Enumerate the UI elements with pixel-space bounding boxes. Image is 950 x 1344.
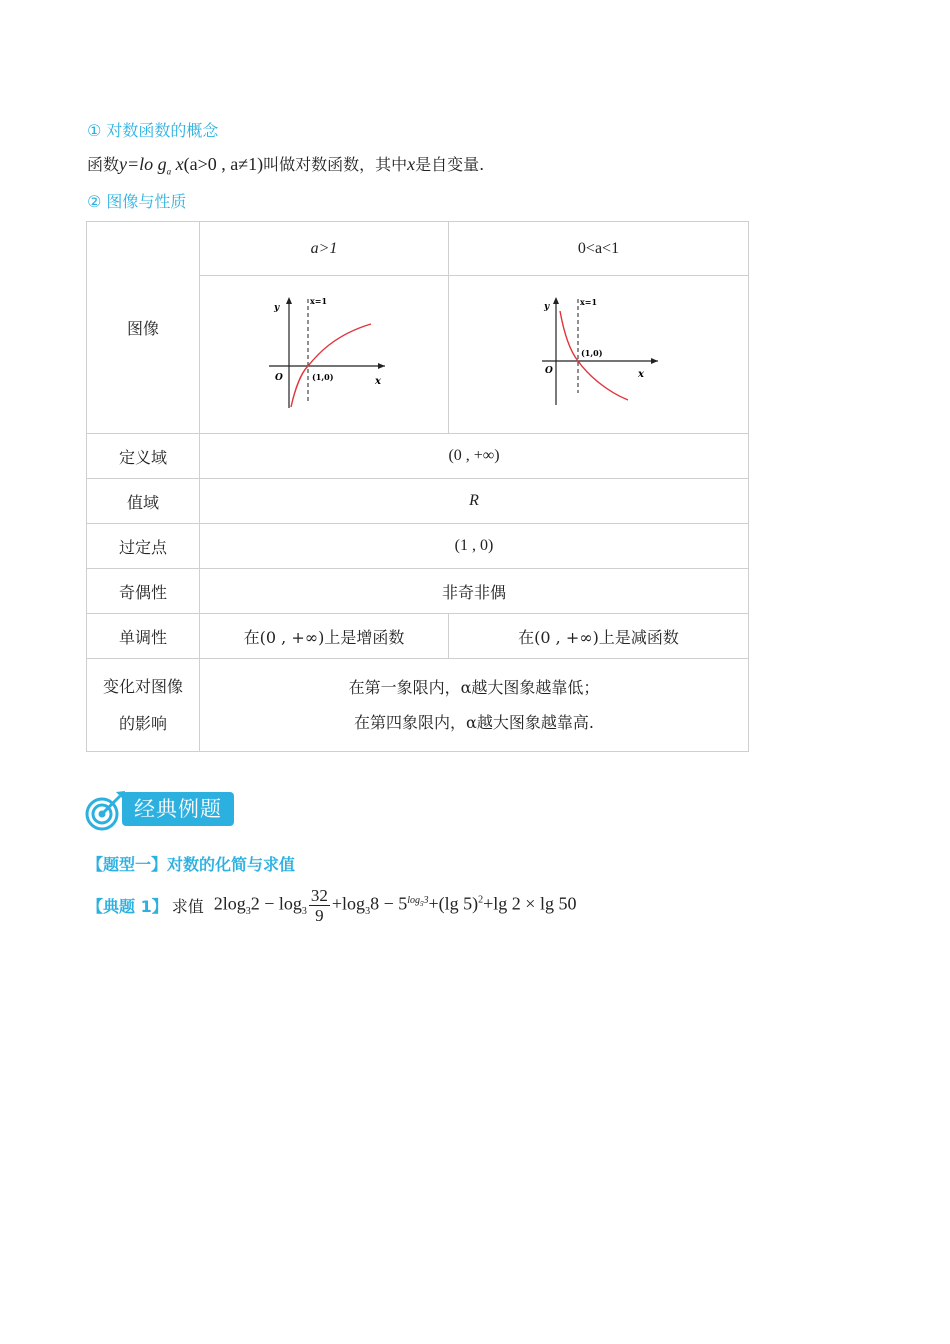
point-label: (1,0)	[312, 371, 334, 382]
domain-label: 定义域	[87, 434, 200, 479]
header-a-between-0-1: 0<a<1	[449, 222, 749, 276]
y-axis-arrow-icon	[286, 297, 292, 304]
fraction: $\frac{32}{9}$	[310, 886, 328, 925]
x-label: x	[375, 375, 381, 387]
x-axis-arrow-icon	[651, 358, 658, 364]
y-axis-arrow-icon	[553, 297, 559, 304]
problem-type-title: 【题型一】对数的化简与求值	[87, 855, 296, 874]
effect-value	[200, 659, 749, 752]
properties-table	[86, 221, 749, 752]
fixed-point-label: 过定点	[87, 524, 200, 569]
monotonicity-decreasing: 在(0 , +∞)上是减函数	[449, 614, 749, 659]
monotonicity-increasing: 在(0 , +∞)上是增函数	[200, 614, 449, 659]
domain-value: (0 , +∞)	[200, 434, 749, 479]
image-row-label: 图像	[87, 222, 200, 434]
example-expression: $2\log_32 - \log_3$ $\frac{32}{9}$ $+\log_38 - 5^{log_53}+(\lg$ 5)$^2$+lg 2 × lg 50	[213, 886, 577, 925]
effect-label-line-1: 变化对图像	[102, 677, 183, 696]
asymptote-label: x=1	[579, 296, 597, 307]
graph-heading: ② 图像与性质	[87, 192, 187, 211]
concept-x: x	[407, 154, 416, 174]
x-axis-arrow-icon	[378, 363, 385, 369]
graph-cell-decreasing	[449, 276, 749, 434]
concept-prefix: 函数	[87, 155, 120, 174]
parity-value: 非奇非偶	[200, 569, 749, 614]
graph-increasing	[259, 293, 389, 413]
origin-label: O	[544, 365, 553, 376]
point-label: (1,0)	[580, 347, 602, 358]
concept-suffix: 是自变量.	[415, 155, 485, 174]
origin-label: O	[275, 372, 283, 383]
range-value: R	[200, 479, 749, 524]
example-prompt: 求值	[171, 897, 204, 916]
y-label: y	[543, 301, 549, 312]
concept-definition	[87, 152, 484, 177]
asymptote-label: x=1	[310, 295, 328, 306]
concept-formula: y=lo $g_a$ x(a>0 , a≠1)	[119, 154, 264, 177]
effect-line-1: 在第一象限内，α越大图象越靠低；	[348, 678, 600, 697]
x-label: x	[637, 368, 644, 380]
header-a-greater-1: a>1	[200, 222, 449, 276]
concept-mid: 叫做对数函数，其中	[263, 155, 408, 174]
fixed-point-value: (1 , 0)	[200, 524, 749, 569]
example-tag: 【典题 1】	[87, 897, 168, 916]
classic-examples-banner	[84, 788, 244, 832]
example-1	[87, 886, 576, 925]
graph-cell-increasing	[200, 276, 449, 434]
y-label: y	[274, 302, 280, 313]
parity-label: 奇偶性	[87, 569, 200, 614]
concept-heading: ① 对数函数的概念	[87, 121, 219, 140]
range-label: 值域	[87, 479, 200, 524]
banner-label: 经典例题	[122, 792, 234, 826]
effect-line-2: 在第四象限内，α越大图象越靠高.	[354, 713, 594, 732]
effect-label	[87, 659, 200, 752]
monotonicity-label: 单调性	[87, 614, 200, 659]
graph-decreasing	[534, 293, 664, 413]
effect-label-line-2: 的影响	[118, 714, 167, 733]
